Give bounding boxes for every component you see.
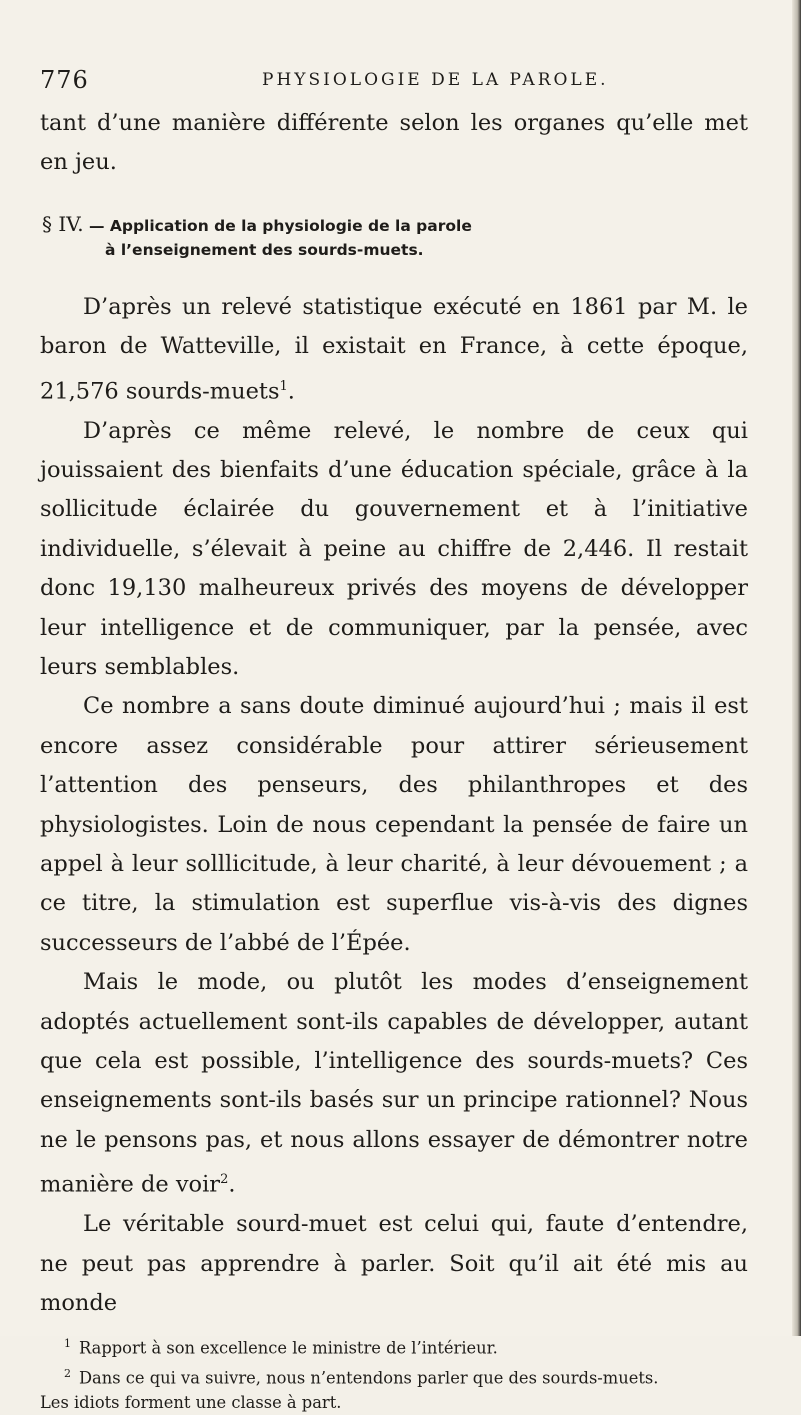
section-number: § IV. [42, 211, 84, 236]
footnote-ref-2: 2 [220, 1172, 229, 1188]
footnote-2-mark: 2 [64, 1366, 71, 1380]
paragraph-statistics [40, 288, 748, 412]
paragraph-continuation: tant d’une manière différente selon les organes qu’elle met en jeu. [40, 110, 748, 176]
paragraph-statistics-text: D’après un relevé statistique exécuté en 1861 par M. le baron de Watteville, il existait en France, à cette époque, 21,576 sourds-muets [40, 293, 748, 405]
paragraph-teaching-modes [40, 963, 748, 1205]
paragraph-attention: Ce nombre a sans doute diminué aujourd’hui ; mais il est encore assez considérable pour attirer sérieusement l’attention des penseurs, des philanthropes et des physiologistes. Loin de nous cependant la pensée de faire un appel à leur solllicitude, à leur charité, à leur dévouement ; a ce titre, la stimulation est superflue vis-à-vis des dignes successeurs de l’abbé de l’Épée. [40, 693, 748, 956]
footnote-2-continuation: Les idiots forment une classe à part. [40, 1393, 342, 1413]
page-body [40, 104, 748, 1415]
paragraph-statistics-end: . [287, 378, 295, 405]
page-number: 776 [40, 66, 89, 94]
footnotes [40, 1331, 748, 1415]
section-heading [40, 212, 748, 262]
page-edge-shadow [792, 0, 801, 1336]
running-head-title: PHYSIOLOGIE DE LA PAROLE. [262, 70, 609, 90]
paragraph-deaf-mute: Le véritable sourd-muet est celui qui, faute d’entendre, ne peut pas apprendre à parler. Soit qu’il ait été mis au monde [40, 1211, 748, 1316]
section-heading-line-1 [40, 212, 748, 238]
section-title-line-2: à l’enseignement des sourds-muets. [105, 240, 424, 259]
footnote-1 [40, 1331, 748, 1360]
section-title-line-1: Application de la physiologie de la parole [109, 216, 472, 235]
section-dash: — [88, 216, 105, 235]
paragraph-education: D’après ce même relevé, le nombre de ceux qui jouissaient des bienfaits d’une éducation spéciale, grâce à la sollicitude éclairée du gouvernement et à l’initiative individuelle, s’élevait à peine au chiffre de 2,446. Il restait donc 19,130 malheureux privés des moyens de développer leur intelligence et de communiquer, par la pensée, avec leurs semblables. [40, 417, 748, 680]
footnote-1-mark: 1 [64, 1337, 71, 1351]
footnote-1-text: Rapport à son excellence le ministre de l’intérieur. [79, 1338, 498, 1358]
paragraph-teaching-modes-end: . [228, 1171, 236, 1198]
paragraph-teaching-modes-text: Mais le mode, ou plutôt les modes d’enseignement adoptés actuellement sont-ils capables de développer, autant que cela est possible, l’intelligence des sourds-muets? Ces enseignements sont-ils basés sur un principe rationnel? Nous ne le pensons pas, et nous allons essayer de démontrer notre manière de voir [40, 969, 748, 1198]
running-head [40, 66, 760, 96]
footnote-2 [40, 1361, 748, 1390]
footnote-2-text: Dans ce qui va suivre, nous n’entendons parler que des sourds-muets. [79, 1368, 659, 1388]
footnote-ref-1: 1 [279, 378, 288, 394]
